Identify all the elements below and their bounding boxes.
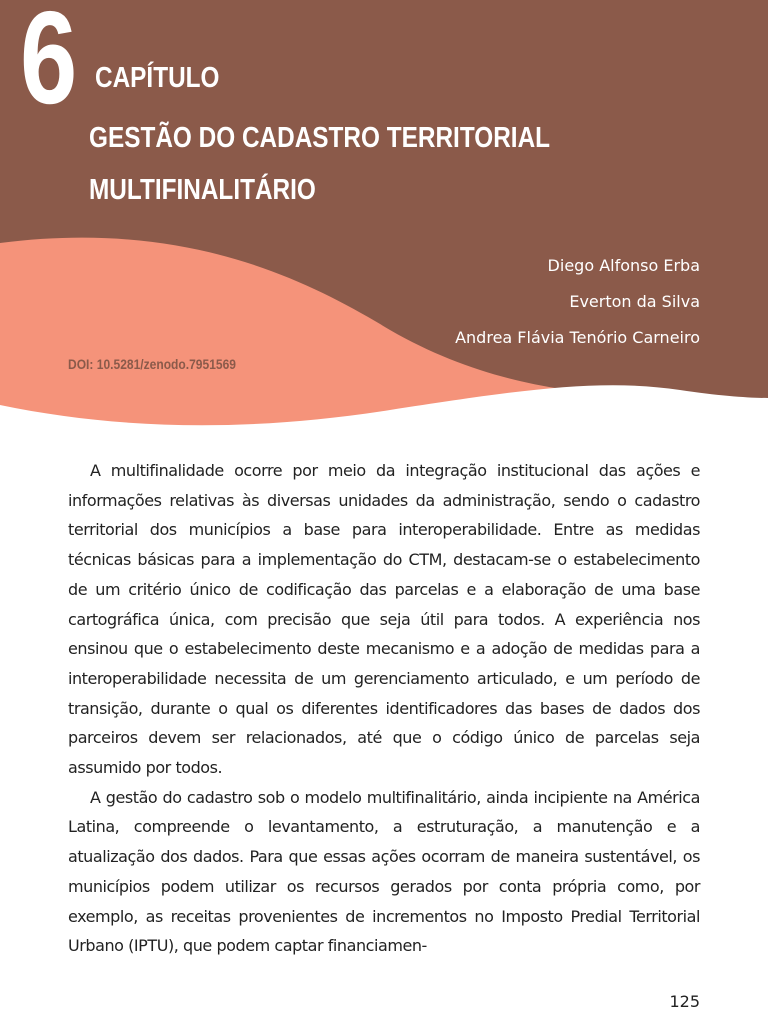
author-name: Everton da Silva (569, 292, 700, 311)
author-list (455, 248, 700, 356)
chapter-label: CAPÍTULO (95, 62, 220, 94)
page-number: 125 (669, 992, 700, 1011)
author-name: Diego Alfonso Erba (547, 256, 700, 275)
body-text (68, 456, 700, 961)
body-paragraph: A gestão do cadastro sob o modelo multifinalitário, ainda incipiente na América Latina, compreende o levantamento, a estruturação, a manutenção e a atualização dos dados. Para que essas ações ocorram de maneira sustentável, os municípios podem utilizar os recursos gerados por conta própria como, por exemplo, as receitas provenientes de incrementos no Imposto Predial Territorial Urbano (IPTU), que podem captar financiamen- (68, 787, 700, 956)
author-name: Andrea Flávia Tenório Carneiro (455, 328, 700, 347)
chapter-title (89, 112, 550, 216)
doi-link[interactable]: DOI: 10.5281/zenodo.7951569 (68, 356, 236, 372)
body-paragraph: A multifinalidade ocorre por meio da integração institucional das ações e informações relativas às diversas unidades da administração, sendo o cadastro territorial dos municípios a base para interoperabilidade. Entre as medidas técnicas básicas para a implementação do CTM, destacam-se o estabelecimento de um critério único de codificação das parcelas e a elaboração de uma base cartográfica única, com precisão que seja útil para todos. A experiência nos ensinou que o estabelecimento deste mecanismo e a adoção de medidas para a interoperabilidade necessita de um gerenciamento articulado, e um período de transição, durante o qual os diferentes identificadores das bases de dados dos parceiros devem ser relacionados, até que o código único de parcelas seja assumido por todos. (68, 461, 700, 778)
chapter-number: 6 (20, 0, 73, 131)
chapter-title-line-1: GESTÃO DO CADASTRO TERRITORIAL (89, 122, 551, 154)
chapter-title-line-2: MULTIFINALITÁRIO (89, 174, 316, 206)
